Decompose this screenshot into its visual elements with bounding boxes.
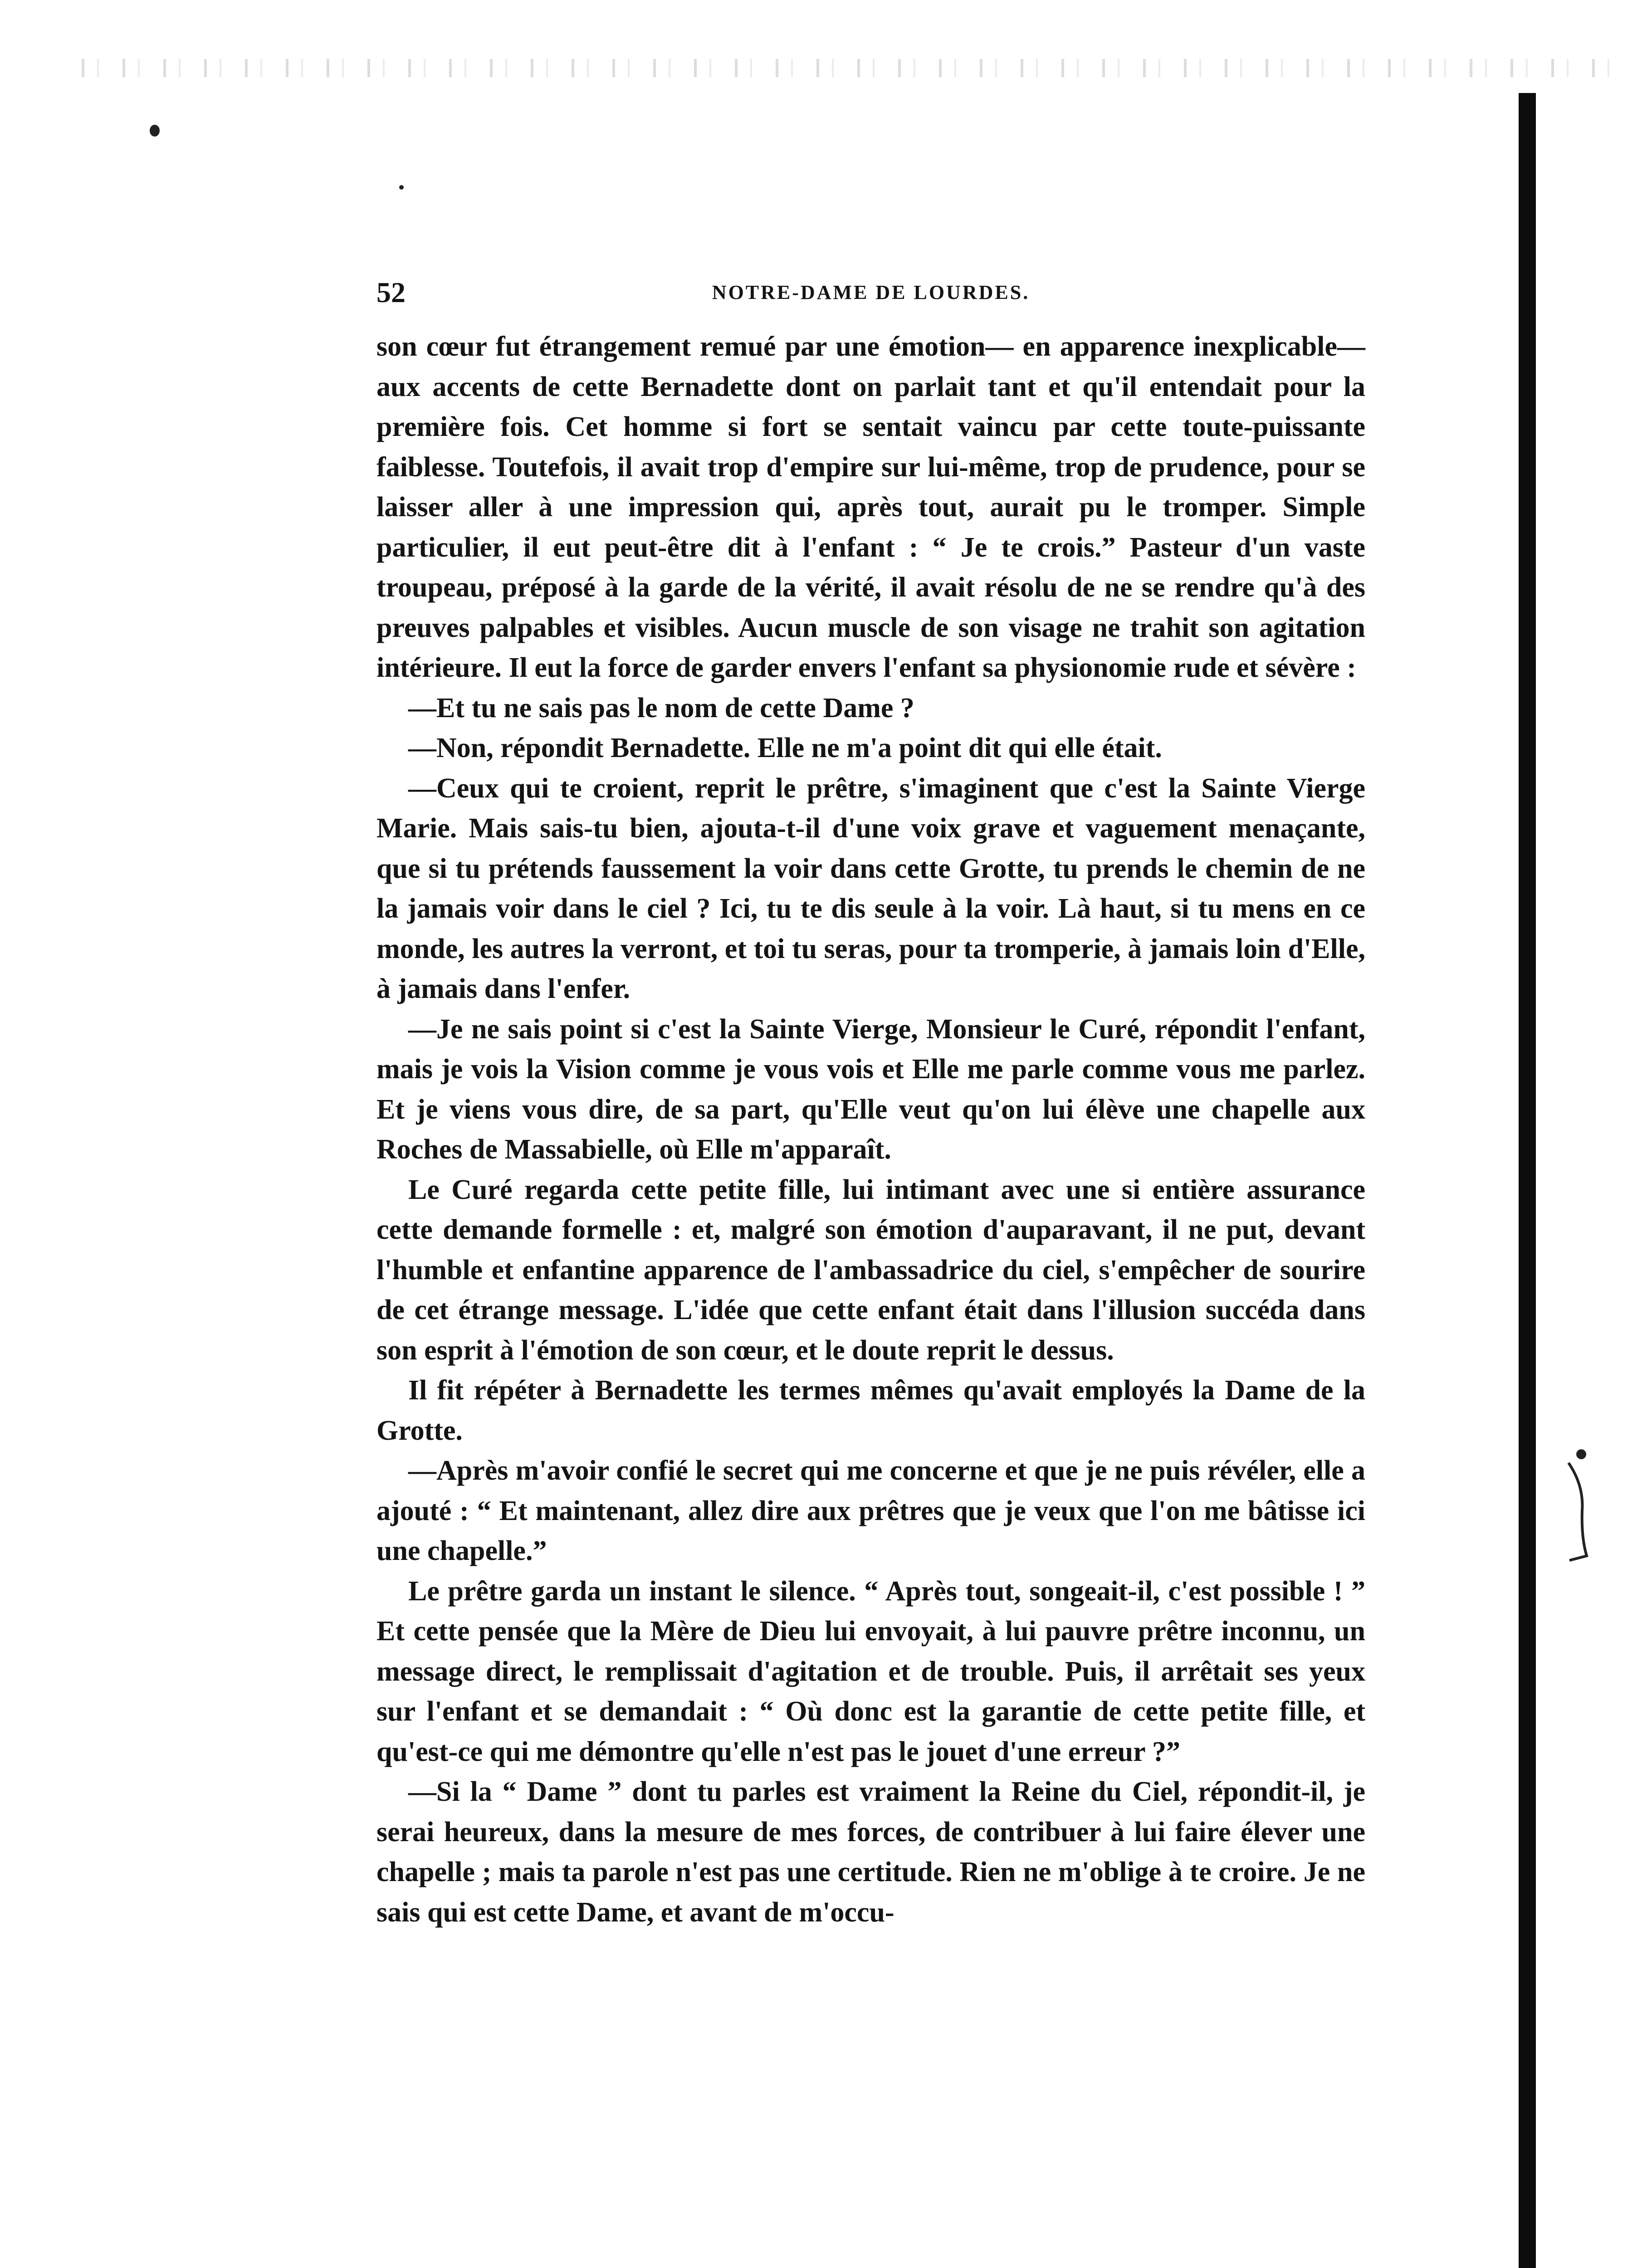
paragraph: Il fit répéter à Bernadette les termes mêmes qu'avait employés la Dame de la Grotte. — [376, 1375, 1365, 1446]
paragraph: —Après m'avoir confié le secret qui me concerne et que je ne puis révéler, elle a ajouté : “ Et maintenant, allez dire aux prêtres que je veux que l'on me bâtisse ici une chapelle.” — [376, 1455, 1365, 1566]
paragraph: Le Curé regarda cette petite fille, lui intimant avec une si entière assurance cette demande formelle : et, malgré son émotion d'auparavant, il ne put, devant l'humble et enfantine apparence de l'ambassadrice du ciel, s'empêcher de sourire de cet étrange message. L'idée que cette enfant était dans l'illusion succéda dans son esprit à l'émotion de son cœur, et le doute reprit le dessus. — [376, 1174, 1365, 1366]
paragraph: —Ceux qui te croient, reprit le prêtre, s'imaginent que c'est la Sainte Vierge Marie. Mais sais-tu bien, ajouta-t-il d'une voix grave et vaguement menaçante, que si tu prétends faussement la voir dans cette Grotte, tu prends le chemin de ne la jamais voir dans le ciel ? Ici, tu te dis seule à la voir. Là haut, si tu mens en ce monde, les autres la verront, et toi tu seras, pour ta tromperie, à jamais loin d'Elle, à jamais dans l'enfer. — [376, 772, 1365, 1004]
paragraph: —Non, répondit Bernadette. Elle ne m'a point dit qui elle était. — [408, 733, 1162, 763]
paragraph: —Et tu ne sais pas le nom de cette Dame ? — [408, 692, 914, 723]
running-head: NOTRE-DAME DE LOURDES. — [712, 281, 1030, 303]
scan-speck — [1576, 1449, 1586, 1459]
scan-speck — [399, 185, 404, 190]
page-header — [376, 272, 1365, 313]
paragraph: —Si la “ Dame ” dont tu parles est vraiment la Reine du Ciel, répondit-il, je serai heureux, dans la mesure de mes forces, de contribuer à lui faire élever une chapelle ; mais ta parole n'est pas une certitude. Rien ne m'oblige à te croire. Je ne sais qui est cette Dame, et avant de m'occu- — [376, 1776, 1365, 1928]
margin-bracket-mark — [1560, 1458, 1592, 1563]
paragraph: son cœur fut étrangement remué par une émotion— en apparence inexplicable—aux accents de cette Bernadette dont on parlait tant et qu'il entendait pour la première fois. Cet homme si fort se sentait vaincu par cette toute-puissante faiblesse. Toutefois, il avait trop d'empire sur lui-même, trop de prudence, pour se laisser aller à une impression qui, après tout, aurait pu le tromper. Simple particulier, il eut peut-être dit à l'enfant : “ Je te crois.” Pasteur d'un vaste troupeau, préposé à la garde de la vérité, il avait résolu de ne se rendre qu'à des preuves palpables et visibles. Aucun muscle de son visage ne trahit son agitation intérieure. Il eut la force de garder envers l'enfant sa physionomie rude et sévère : — [376, 331, 1365, 683]
paragraph: —Je ne sais point si c'est la Sainte Vierge, Monsieur le Curé, répondit l'enfant, mais je vois la Vision comme je vous vois et Elle me parle comme vous me parlez. Et je viens vous dire, de sa part, qu'Elle veut qu'on lui élève une chapelle aux Roches de Massabielle, où Elle m'apparaît. — [376, 1013, 1365, 1165]
binding-shadow-bar — [1519, 93, 1536, 2268]
scan-noise-top — [82, 59, 1624, 77]
page-number: 52 — [376, 276, 406, 308]
scan-speck — [150, 125, 160, 137]
paragraph: Le prêtre garda un instant le silence. “ Après tout, songeait-il, c'est possible ! ” Et cette pensée que la Mère de Dieu lui envoyait, à lui pauvre prêtre inconnu, un message direct, le remplissait d'agitation et de trouble. Puis, il arrêtait ses yeux sur l'enfant et se demandait : “ Où donc est la garantie de cette petite fille, et qu'est-ce qui me démontre qu'elle n'est pas le jouet d'une erreur ?” — [376, 1575, 1365, 1767]
body-text — [376, 327, 1365, 1932]
